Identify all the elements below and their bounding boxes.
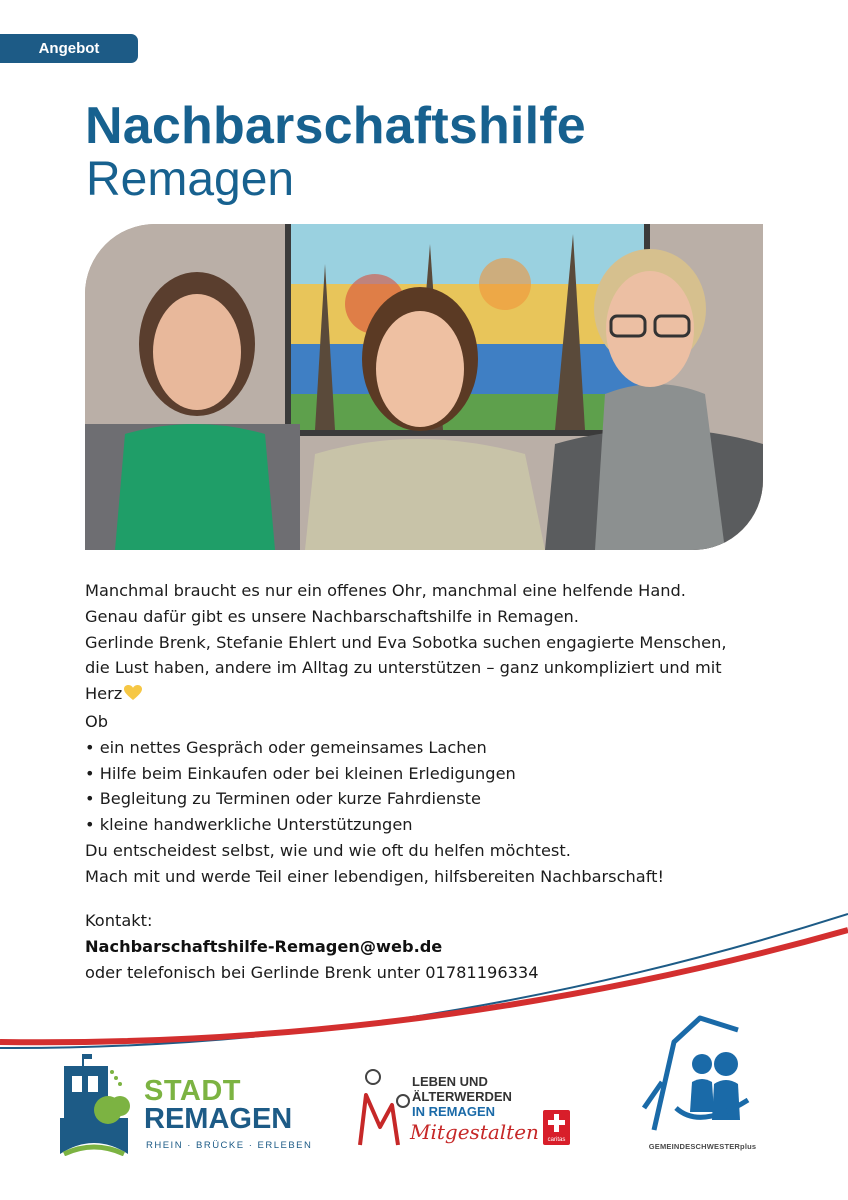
bullet-item: • kleine handwerkliche Unterstützungen <box>85 815 413 835</box>
closing-line: Mach mit und werde Teil einer lebendigen, hilfsbereiten Nachbarschaft! <box>85 866 664 886</box>
caritas-cross-icon <box>543 1110 570 1136</box>
logo-remagen-text: REMAGEN <box>144 1103 293 1135</box>
body-line-ob: Ob <box>85 711 109 731</box>
body-line: Genau dafür gibt es unsere Nachbarschaftshilfe in Remagen. <box>85 606 579 626</box>
body-line: Gerlinde Brenk, Stefanie Ehlert und Eva Sobotka suchen engagierte Menschen, <box>85 632 727 652</box>
contact-email[interactable]: Nachbarschaftshilfe-Remagen@web.de <box>85 937 443 956</box>
body-line-herz <box>85 681 785 709</box>
contact-phone: oder telefonisch bei Gerlinde Brenk unter 01781196334 <box>85 963 539 982</box>
bullet-item: • ein nettes Gespräch oder gemeinsames Lachen <box>85 737 487 757</box>
gemeindeschwester-house-icon <box>640 1012 765 1137</box>
body-line: die Lust haben, andere im Alltag zu unterstützen – ganz unkompliziert und mit <box>85 658 722 678</box>
page-title: Nachbarschaftshilfe <box>85 97 586 155</box>
category-tag: Angebot <box>0 34 138 63</box>
logo-stadt-text: STADT <box>144 1075 242 1107</box>
team-photo <box>85 224 763 550</box>
herz-text: Herz <box>85 684 123 704</box>
contact-label: Kontakt: <box>85 911 153 930</box>
body-text <box>85 578 785 890</box>
page-subtitle: Remagen <box>86 153 295 206</box>
logo-stadt-remagen <box>58 1052 313 1156</box>
gemeindeschwester-text: GEMEINDESCHWESTERplus <box>648 1142 757 1151</box>
logo-gemeindeschwester <box>640 1012 765 1157</box>
heart-icon <box>124 683 142 709</box>
bullet-item: • Hilfe beim Einkaufen oder bei kleinen Erledigungen <box>85 763 516 783</box>
caritas-text: caritas <box>547 1137 566 1143</box>
mitgestalten-script: Mitgestalten <box>410 1120 539 1144</box>
leben-line-1: LEBEN UND <box>412 1074 488 1089</box>
caritas-logo <box>543 1110 570 1145</box>
stadt-remagen-emblem-icon <box>58 1052 138 1156</box>
logo-leben-und-aelterwerden <box>352 1065 582 1155</box>
leben-figures-icon <box>352 1065 412 1150</box>
body-line: Manchmal braucht es nur ein offenes Ohr, manchmal eine helfende Hand. <box>85 581 686 600</box>
leben-line-3: IN REMAGEN <box>412 1104 496 1119</box>
bullet-item: • Begleitung zu Terminen oder kurze Fahrdienste <box>85 789 481 809</box>
closing-line: Du entscheidest selbst, wie und wie oft du helfen möchtest. <box>85 840 571 860</box>
logo-tagline: RHEIN · BRÜCKE · ERLEBEN <box>146 1140 313 1151</box>
leben-line-2: ÄLTERWERDEN <box>412 1089 512 1104</box>
